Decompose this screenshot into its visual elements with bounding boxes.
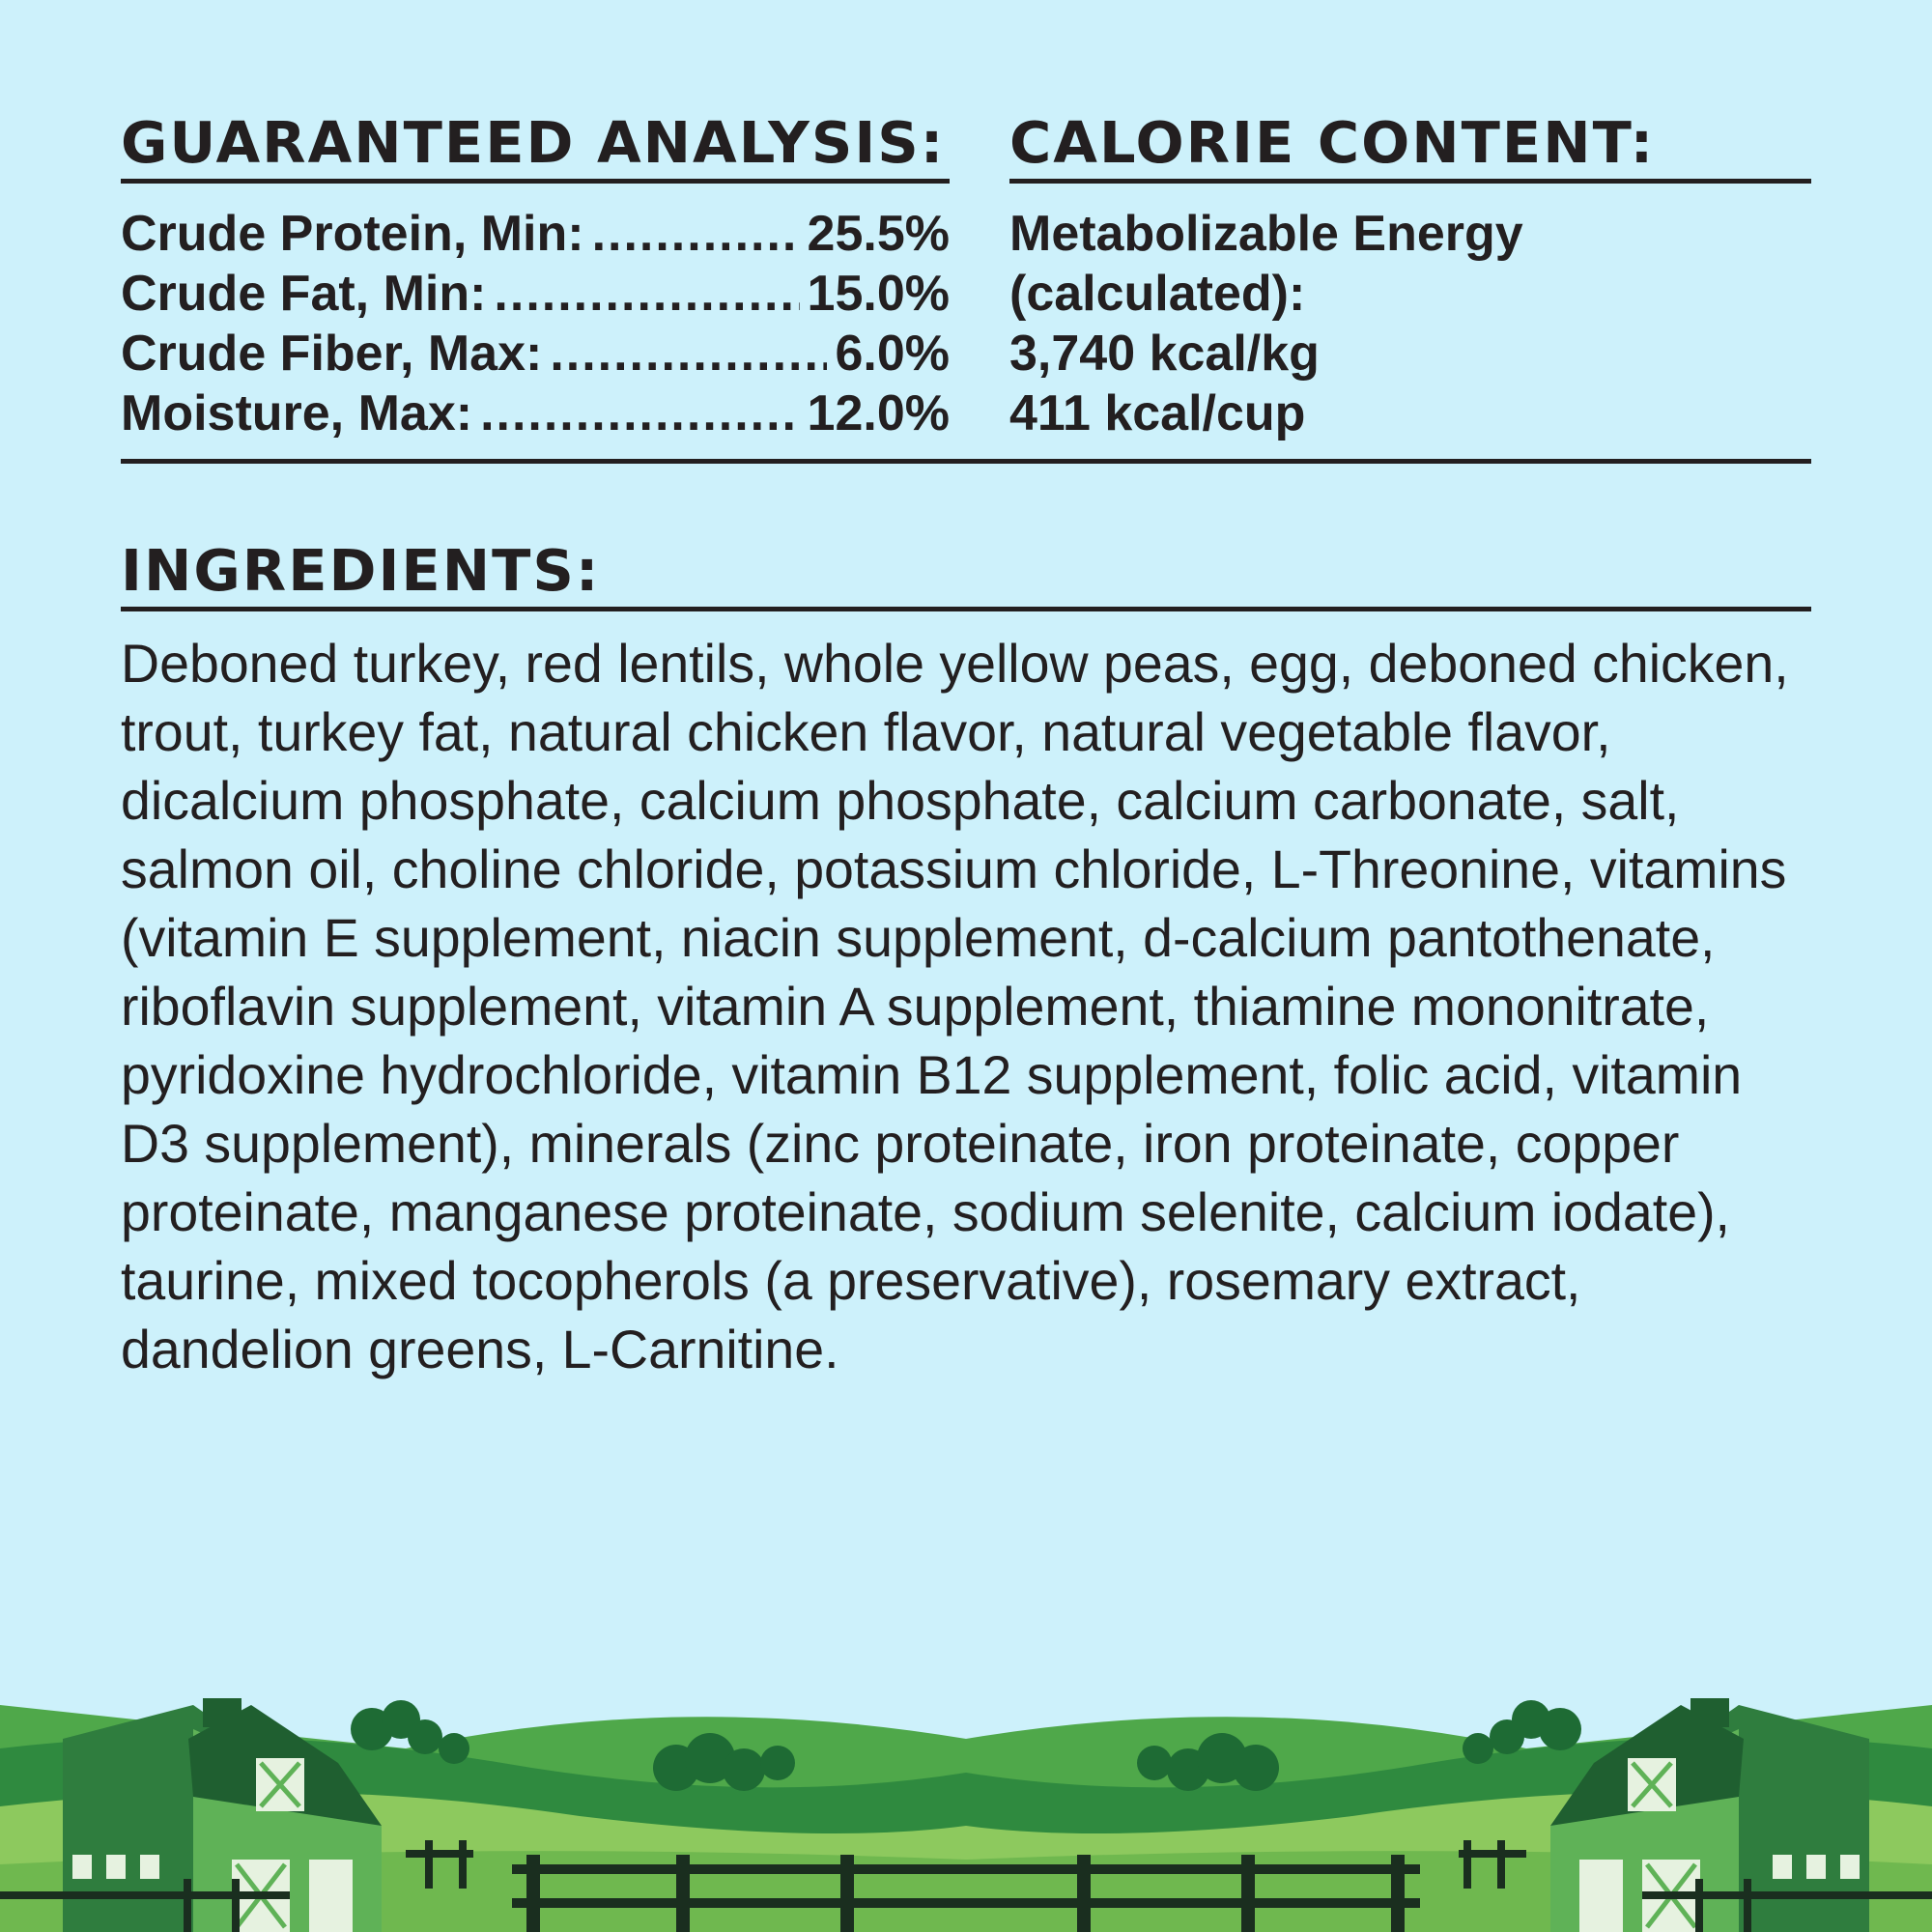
calorie-content-title: CALORIE CONTENT: bbox=[1009, 109, 1656, 176]
dot-leader bbox=[480, 384, 799, 443]
dot-leader bbox=[550, 324, 827, 384]
analysis-value: 15.0% bbox=[807, 266, 950, 322]
ingredients-text: Deboned turkey, red lentils, whole yellow peas, egg, deboned chicken, trout, turkey fat, natural chicken flavor, natural vegetable flavor, dicalcium phosphate, calcium phosphate, calcium carbonate, salt, salmon oil, choline chloride, potassium chloride, L-Threonine, vitamins (vitamin E supplement, niacin supplement, d-calcium pantothenate, riboflavin supplement, vitamin A supplement, thiamine mononitrate, pyridoxine hydrochloride, vitamin B12 supplement, folic acid, vitamin D3 supplement), minerals (zinc proteinate, iron proteinate, copper proteinate, manganese proteinate, sodium selenite, calcium iodate), taurine, mixed tocopherols (a preservative), rosemary extract, dandelion greens, L-Carnitine. bbox=[121, 634, 1789, 1379]
calorie-kcal-per-kg: 3,740 kcal/kg bbox=[1009, 326, 1320, 382]
dot-leader bbox=[592, 204, 800, 264]
calorie-kcal-per-cup: 411 kcal/cup bbox=[1009, 385, 1306, 441]
analysis-row-crude-fat bbox=[121, 264, 950, 324]
guaranteed-analysis-table bbox=[121, 204, 950, 443]
calorie-line: (calculated): bbox=[1009, 266, 1306, 322]
analysis-label: Crude Fiber, Max: bbox=[121, 326, 543, 382]
calorie-content-divider bbox=[1009, 179, 1811, 184]
dot-leader bbox=[494, 264, 799, 324]
ingredients-divider bbox=[121, 607, 1811, 611]
guaranteed-analysis-title: GUARANTEED ANALYSIS: bbox=[121, 109, 946, 176]
analysis-row-crude-fiber bbox=[121, 324, 950, 384]
analysis-row-moisture bbox=[121, 384, 950, 443]
analysis-label: Moisture, Max: bbox=[121, 385, 473, 441]
guaranteed-analysis-divider bbox=[121, 179, 950, 184]
analysis-value: 25.5% bbox=[807, 206, 950, 262]
ingredients-title: INGREDIENTS: bbox=[121, 537, 601, 604]
analysis-value: 12.0% bbox=[807, 385, 950, 441]
farm-landscape-illustration bbox=[0, 1681, 1932, 1932]
calorie-line: Metabolizable Energy bbox=[1009, 206, 1523, 262]
analysis-row-crude-protein bbox=[121, 204, 950, 264]
analysis-value: 6.0% bbox=[835, 326, 950, 382]
calorie-content-block bbox=[1009, 204, 1811, 443]
analysis-label: Crude Protein, Min: bbox=[121, 206, 584, 262]
analysis-label: Crude Fat, Min: bbox=[121, 266, 487, 322]
section-divider bbox=[121, 459, 1811, 464]
